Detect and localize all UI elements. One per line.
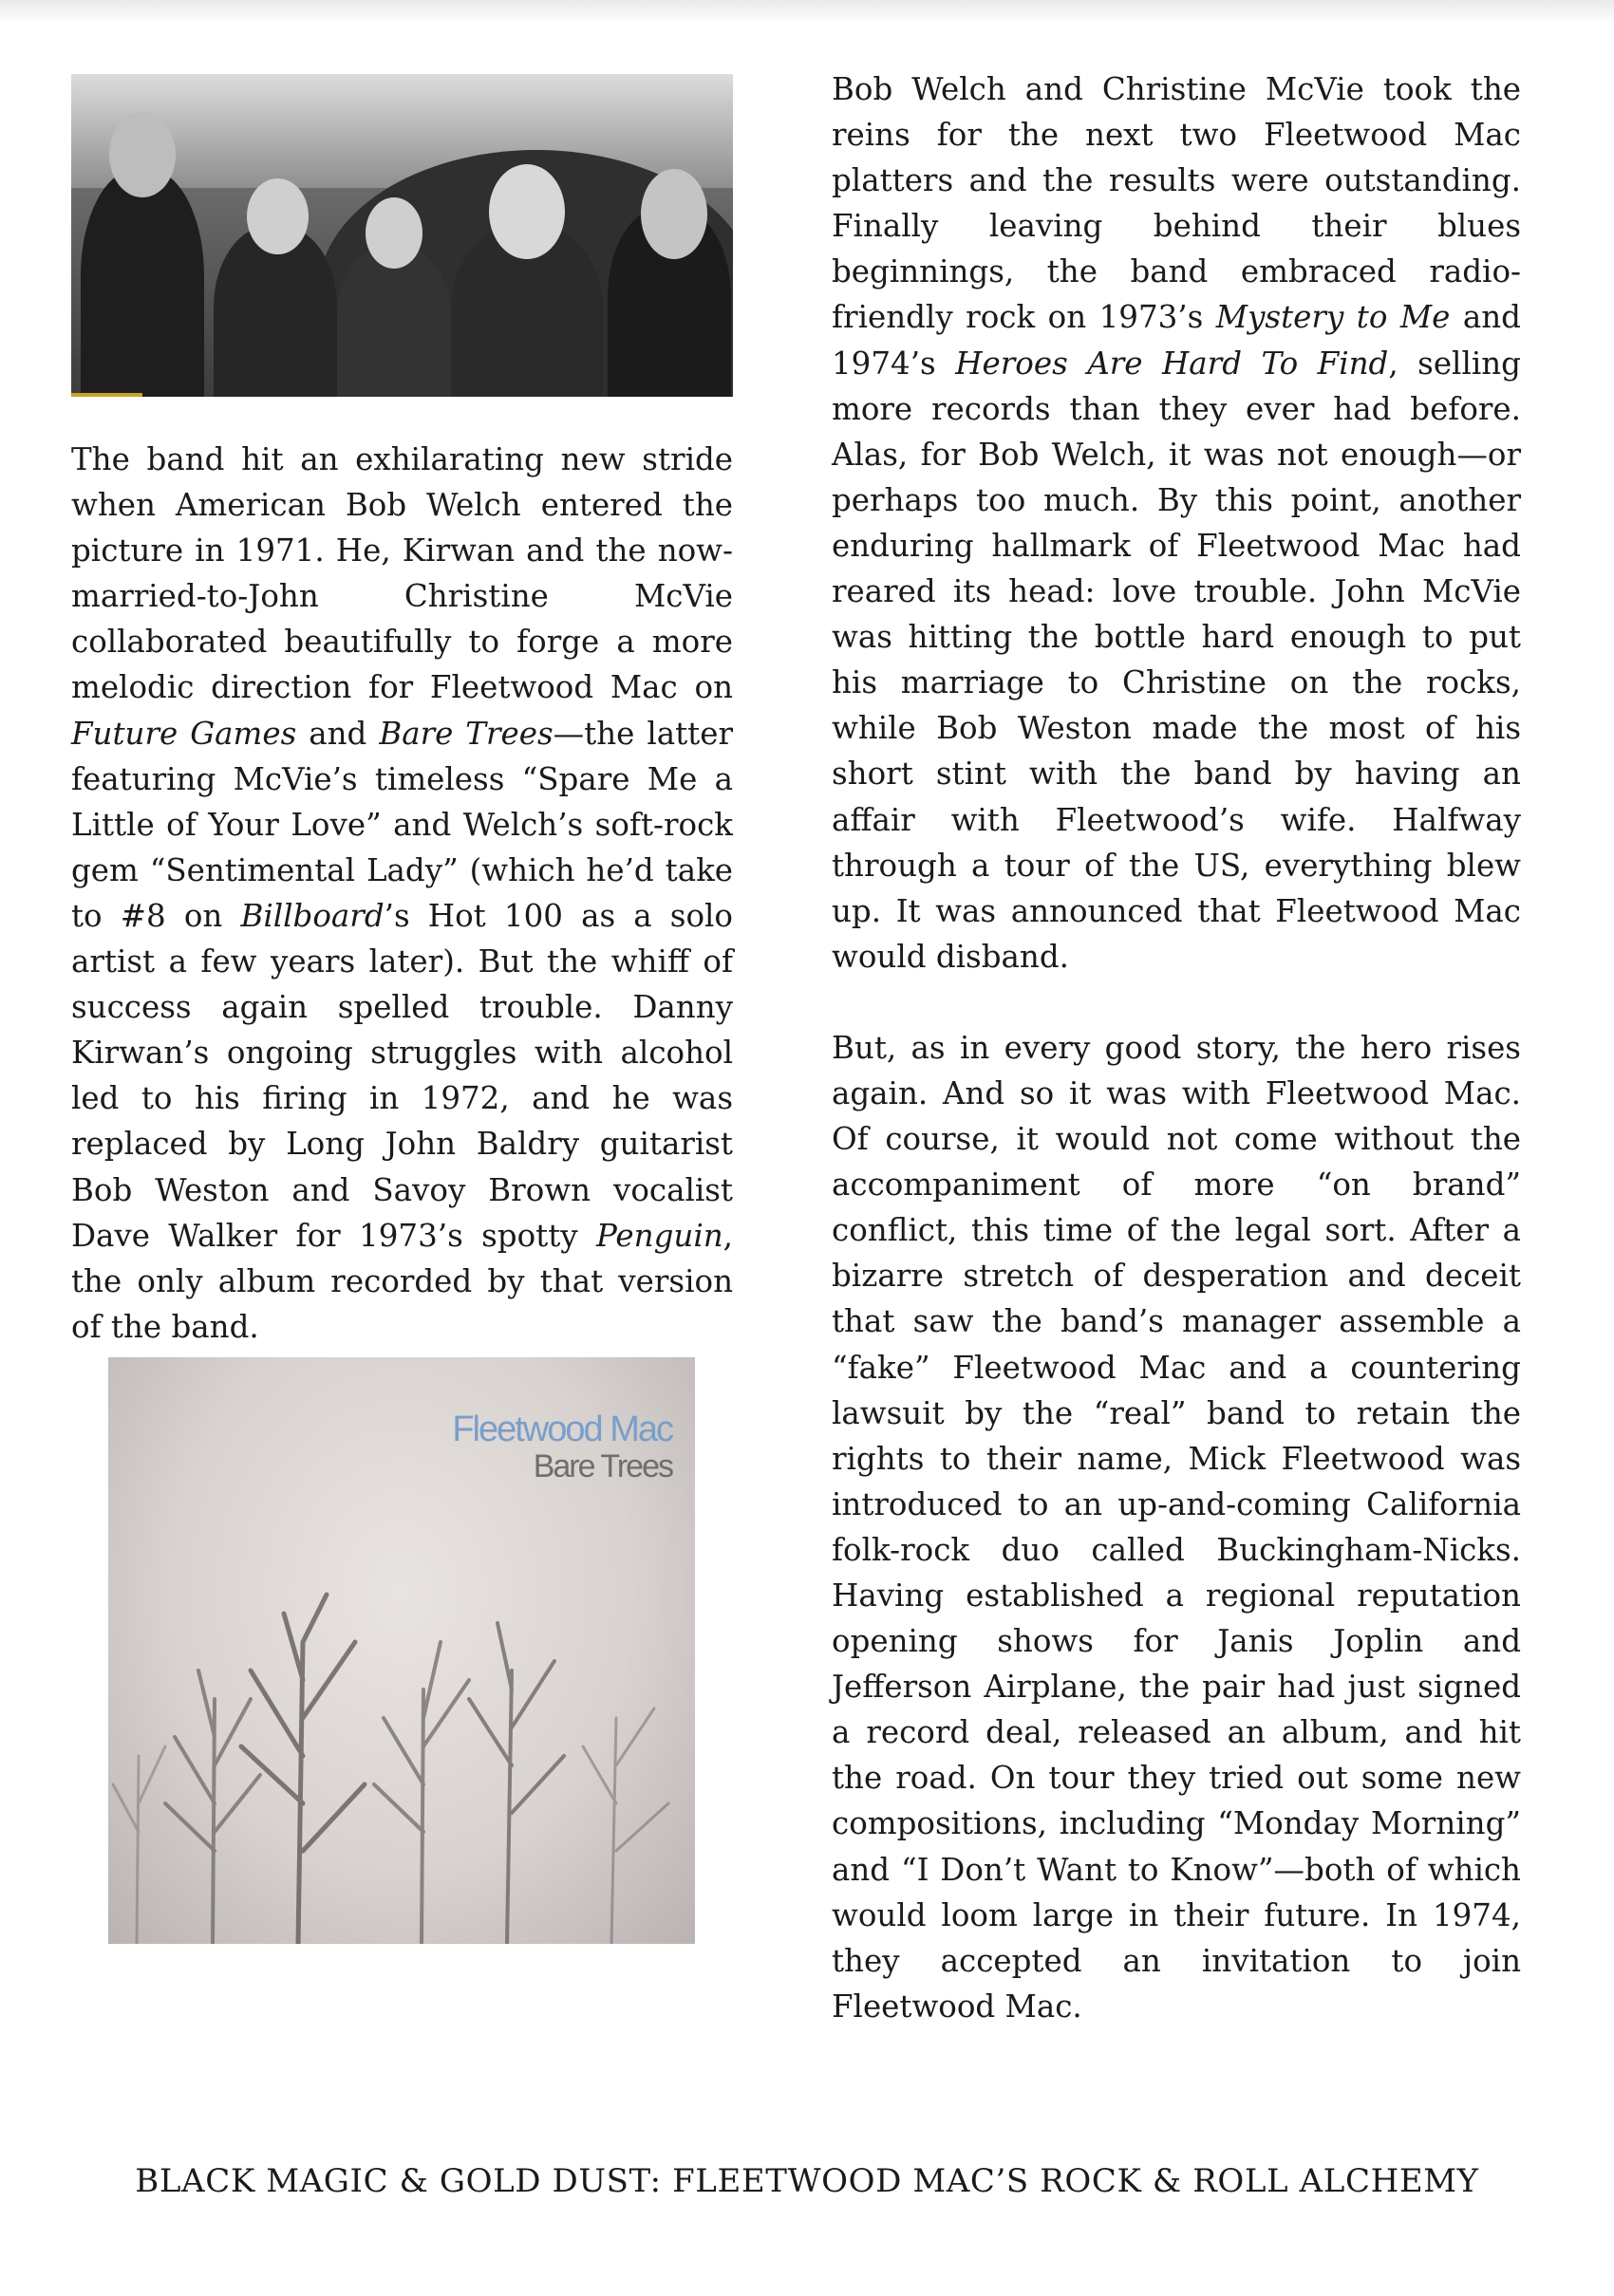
text-run: , the only album recorded by that version of the band.: [71, 1217, 733, 1345]
text-run: The band hit an exhilarating new stride when American Bob Welch entered the picture in 1971. He, Kirwan and the now-married-to-John Christine McVie collaborated beautifully to forge a more melodic direction for Fleetwood Mac on: [71, 441, 733, 706]
photo-accent-bar: [71, 393, 142, 397]
photo-head-2: [247, 178, 309, 254]
text-run: and: [296, 715, 380, 752]
italic-title: Heroes Are Hard To Find: [955, 345, 1389, 382]
italic-title: Mystery to Me: [1215, 299, 1451, 336]
photo-person-1: [81, 169, 204, 397]
text-run: But, as in every good story, the hero rises again. And so it was with Fleetwood Mac. Of course, it would not come without the accompaniment of more “on brand” conflict, this time of the legal sort. After a bizarre stretch of desperation and deceit that saw the band’s manager assemble a “fake” Fleetwood Mac and a countering lawsuit by the “real” band to retain the rights to their name, Mick Fleetwood was introduced to an up-and-coming California folk-rock duo called Buckingham-Nicks. Having established a regional reputation opening shows for Janis Joplin and Jefferson Airplane, the pair had just signed a record deal, released an album, and hit the road. On tour they tried out some new compositions, including “Monday Morning” and “I Don’t Want to Know”—both of which would loom large in their future. In 1974, they accepted an invitation to join Fleetwood Mac.: [832, 1029, 1521, 2025]
bare-trees-album-cover: [108, 1357, 695, 1944]
band-photo: [71, 74, 733, 397]
photo-head-5: [641, 169, 707, 259]
photo-head-1: [109, 112, 176, 197]
left-paragraph: [71, 437, 733, 1350]
text-run: , selling more records than they ever had before. Alas, for Bob Welch, it was not enough—or perhaps too much. By this point, another enduring hallmark of Fleetwood Mac had reared its head: love trouble. John McVie was hitting the bottle hard enough to put his marriage to Christine on the rocks, while Bob Weston made the most of his short stint with the band by having an affair with Fleetwood’s wife. Halfway through a tour of the US, everything blew up. It was announced that Fleetwood Mac would disband.: [832, 345, 1521, 975]
italic-title: Penguin: [596, 1217, 723, 1254]
italic-title: Billboard: [240, 897, 385, 934]
left-column: [71, 437, 733, 1350]
album-cover-title: [452, 1410, 672, 1484]
photo-head-3: [366, 197, 422, 269]
text-run: —the latter featuring McVie’s timeless “Spare Me a Little of Your Love” and Welch’s soft-rock gem “Sentimental Lady” (which he’d take to #8 on: [71, 715, 733, 934]
page-top-shadow: [0, 0, 1614, 23]
text-run: ’s Hot 100 as a solo artist a few years later). But the whiff of success again spelled trouble. Danny Kirwan’s ongoing struggles with alcohol led to his firing in 1972, and he was replaced by Long John Baldry guitarist Bob Weston and Savoy Brown vocalist Dave Walker for 1973’s spotty: [71, 897, 733, 1254]
text-run: Bob Welch and Christine McVie took the reins for the next two Fleetwood Mac platters and the results were outstanding. Finally leaving behind their blues beginnings, the band embraced radio-friendly rock on 1973’s: [832, 71, 1521, 336]
right-paragraph: [832, 1025, 1521, 2029]
right-paragraph: [832, 66, 1521, 980]
album-cover-album-title: Bare Trees: [533, 1448, 672, 1484]
italic-title: Future Games: [71, 715, 297, 752]
photo-head-4: [489, 164, 565, 259]
text-run: and 1974’s: [832, 299, 1521, 382]
italic-title: Bare Trees: [379, 715, 554, 752]
right-column: [832, 66, 1521, 2029]
running-footer-title: BLACK MAGIC & GOLD DUST: FLEETWOOD MAC’S ROCK & ROLL ALCHEMY: [135, 2162, 1479, 2200]
album-cover-band-name: Fleetwood Mac: [452, 1409, 672, 1449]
